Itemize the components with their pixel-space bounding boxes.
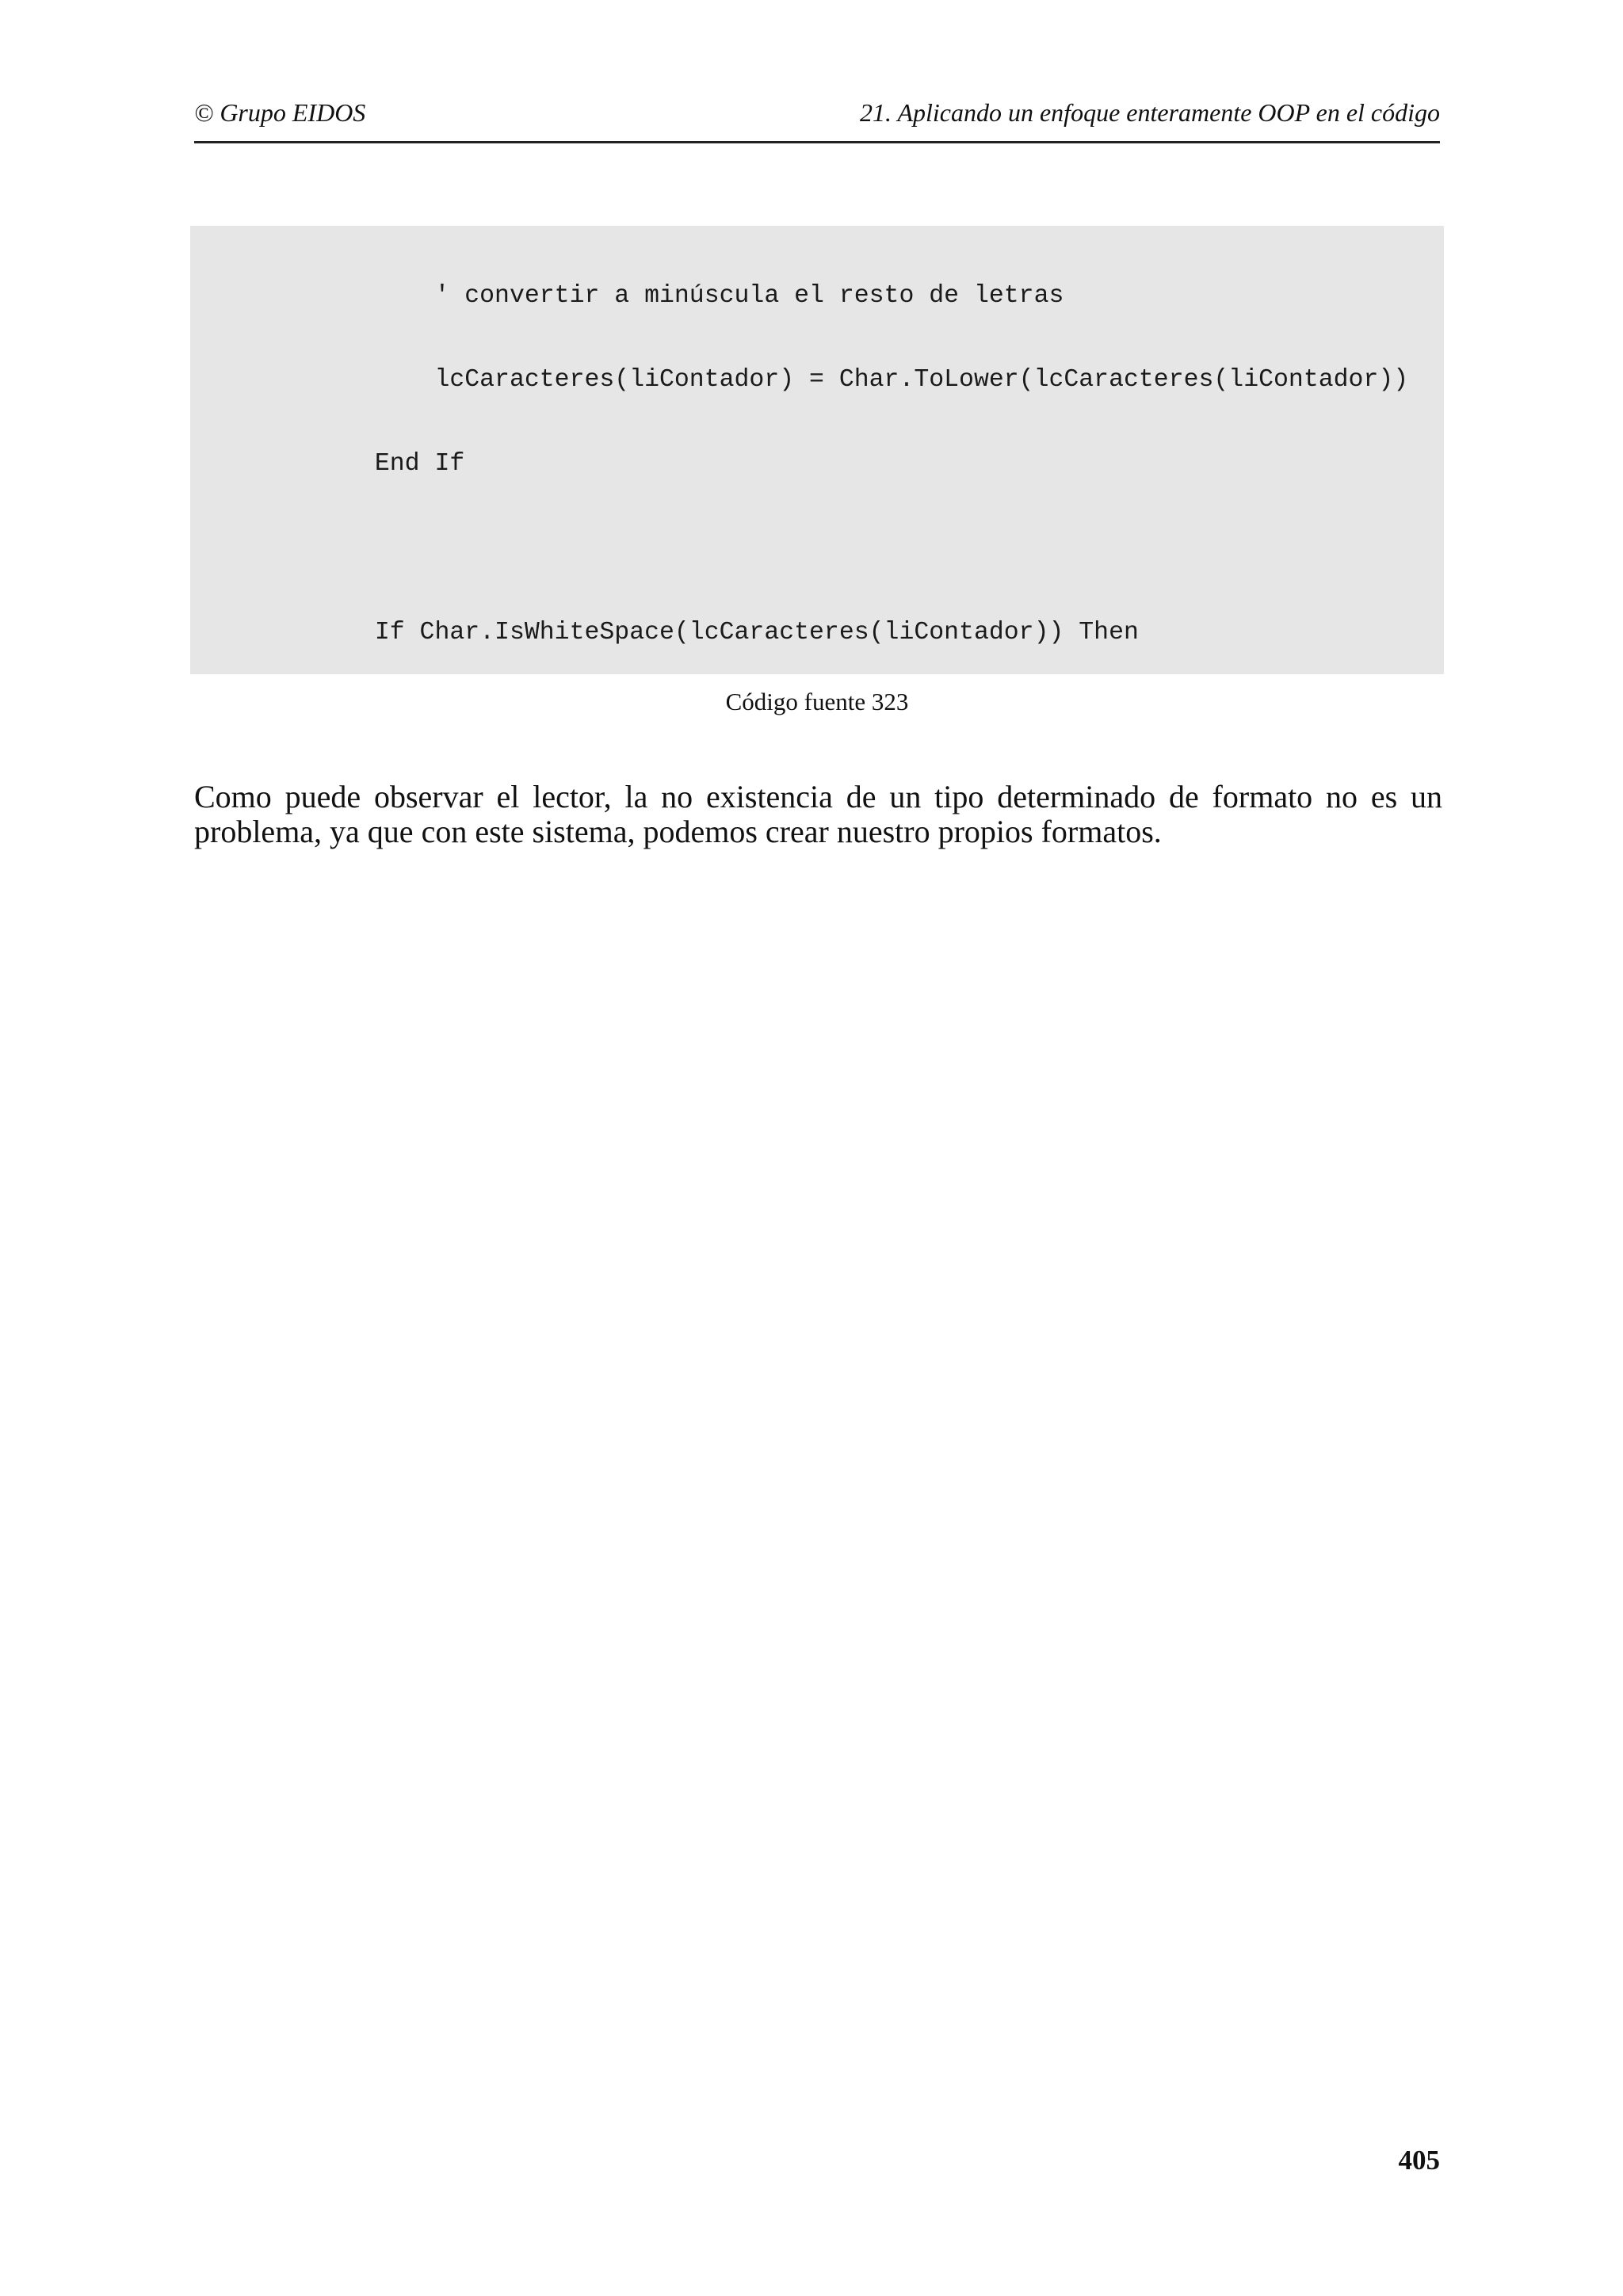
header-chapter-title: 21. Aplicando un enfoque enteramente OOP en el código bbox=[860, 98, 1440, 127]
code-line: lcCaracteres(liContador) = Char.ToLower(lcCaracteres(liContador)) bbox=[195, 366, 1409, 395]
code-line bbox=[195, 534, 1408, 562]
code-line: End If bbox=[195, 450, 465, 479]
code-line: ' convertir a minúscula el resto de letras bbox=[195, 281, 1064, 310]
code-line: If Char.IsWhiteSpace(lcCaracteres(liContador)) Then bbox=[195, 618, 1139, 646]
body-paragraph: Como puede observar el lector, la no existencia de un tipo determinado de formato no es un problema, ya que con este sistema, podemos crear nuestro propios formatos. bbox=[194, 779, 1442, 849]
page-number: 405 bbox=[1398, 2145, 1440, 2176]
code-listing bbox=[190, 226, 1444, 674]
page-header bbox=[194, 93, 1440, 143]
header-publisher: © Grupo EIDOS bbox=[194, 98, 366, 127]
code-lines bbox=[195, 226, 1408, 674]
code-caption: Código fuente 323 bbox=[725, 688, 909, 715]
